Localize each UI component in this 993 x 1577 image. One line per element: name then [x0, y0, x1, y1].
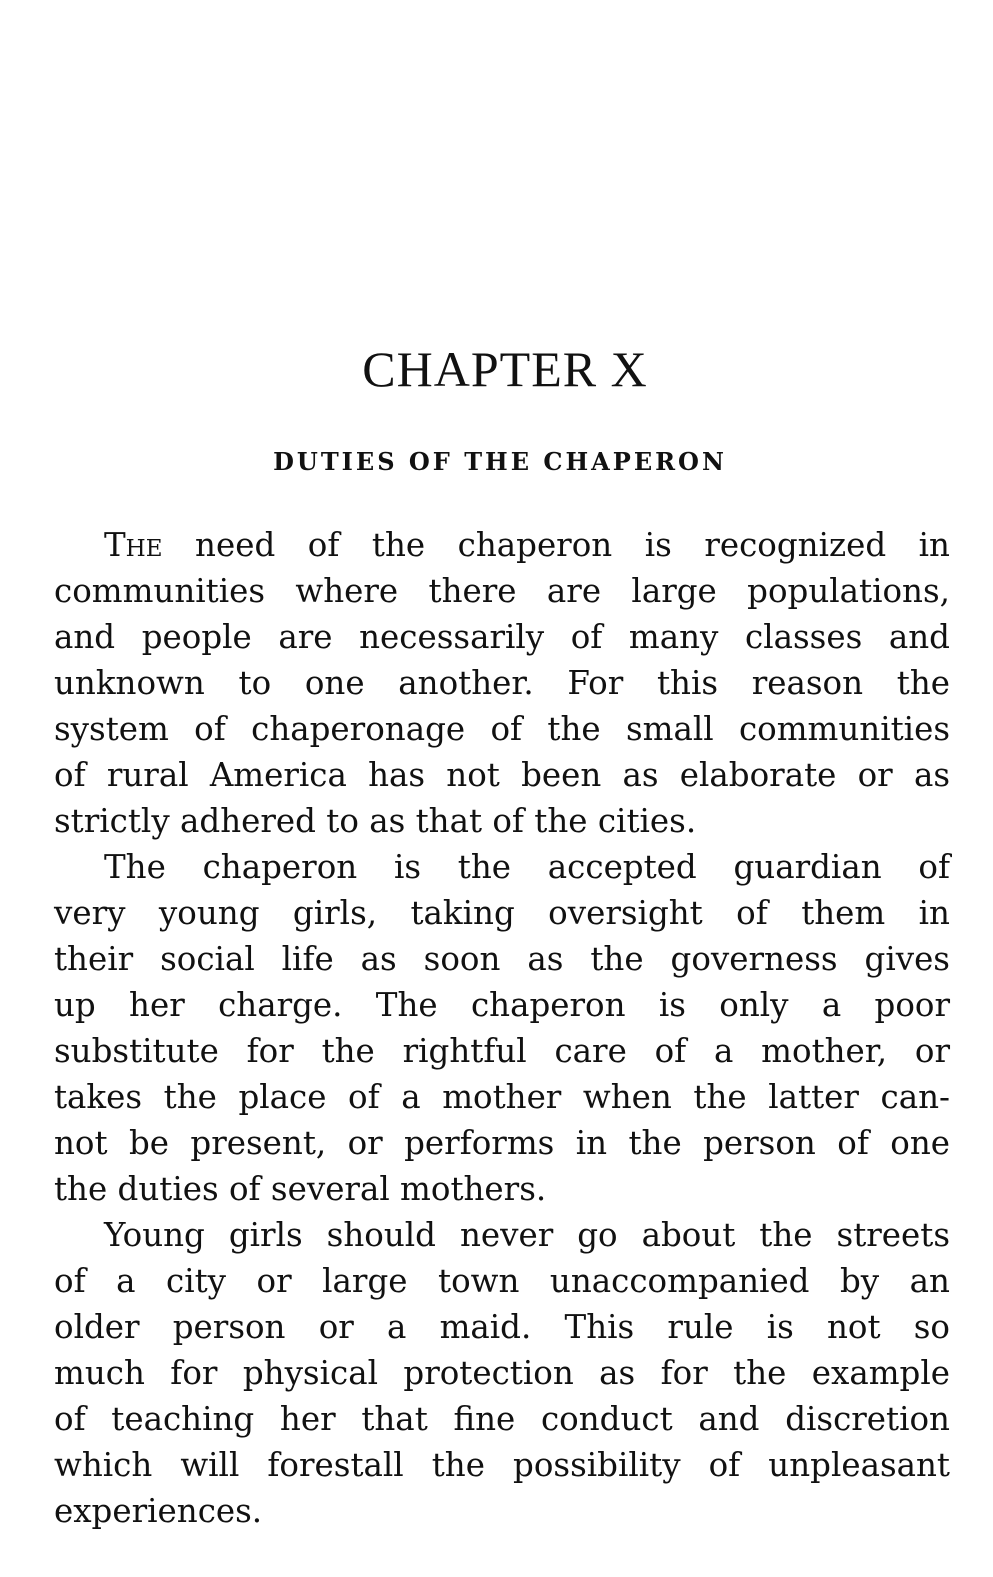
text-line: which will forestall the possibility of unpleasant [54, 1446, 950, 1484]
text-line: system of chaperonage of the small communities [54, 710, 950, 748]
text-line: much for physical protection as for the example [54, 1354, 950, 1392]
text-line: takes the place of a mother when the latter can- [54, 1078, 950, 1116]
text-line: very young girls, taking oversight of them in [54, 894, 950, 932]
chapter-title: CHAPTER X [362, 341, 648, 397]
text-line: older person or a maid. This rule is not so [54, 1308, 950, 1346]
text-line: strictly adhered to as that of the cities. [54, 802, 697, 840]
paragraph-3 [54, 1212, 950, 1534]
text-line: of a city or large town unaccompanied by an [54, 1262, 950, 1300]
text-line: their social life as soon as the governess gives [54, 940, 950, 978]
text-line: Young girls should never go about the streets [104, 1216, 950, 1254]
text-line: not be present, or performs in the person of one [54, 1124, 950, 1162]
text-line: unknown to one another. For this reason the [54, 664, 950, 702]
text-line: communities where there are large populations, [54, 572, 950, 610]
text-line: substitute for the rightful care of a mother, or [54, 1032, 950, 1070]
paragraph-2 [54, 844, 950, 1212]
text-line: of rural America has not been as elaborate or as [54, 756, 950, 794]
chapter-subtitle: DUTIES OF THE CHAPERON [273, 447, 727, 476]
text-line: experiences. [54, 1492, 263, 1530]
paragraph-1 [54, 522, 950, 844]
text-line: of teaching her that fine conduct and discretion [54, 1400, 950, 1438]
text-line: the duties of several mothers. [54, 1170, 547, 1208]
chapter-body [54, 522, 950, 1534]
text-line: The chaperon is the accepted guardian of [104, 848, 950, 886]
text-line: up her charge. The chaperon is only a poor [54, 986, 950, 1024]
drop-word: The [104, 526, 163, 564]
text-line: The need of the chaperon is recognized in [104, 526, 950, 564]
text-line: and people are necessarily of many classes and [54, 618, 950, 656]
